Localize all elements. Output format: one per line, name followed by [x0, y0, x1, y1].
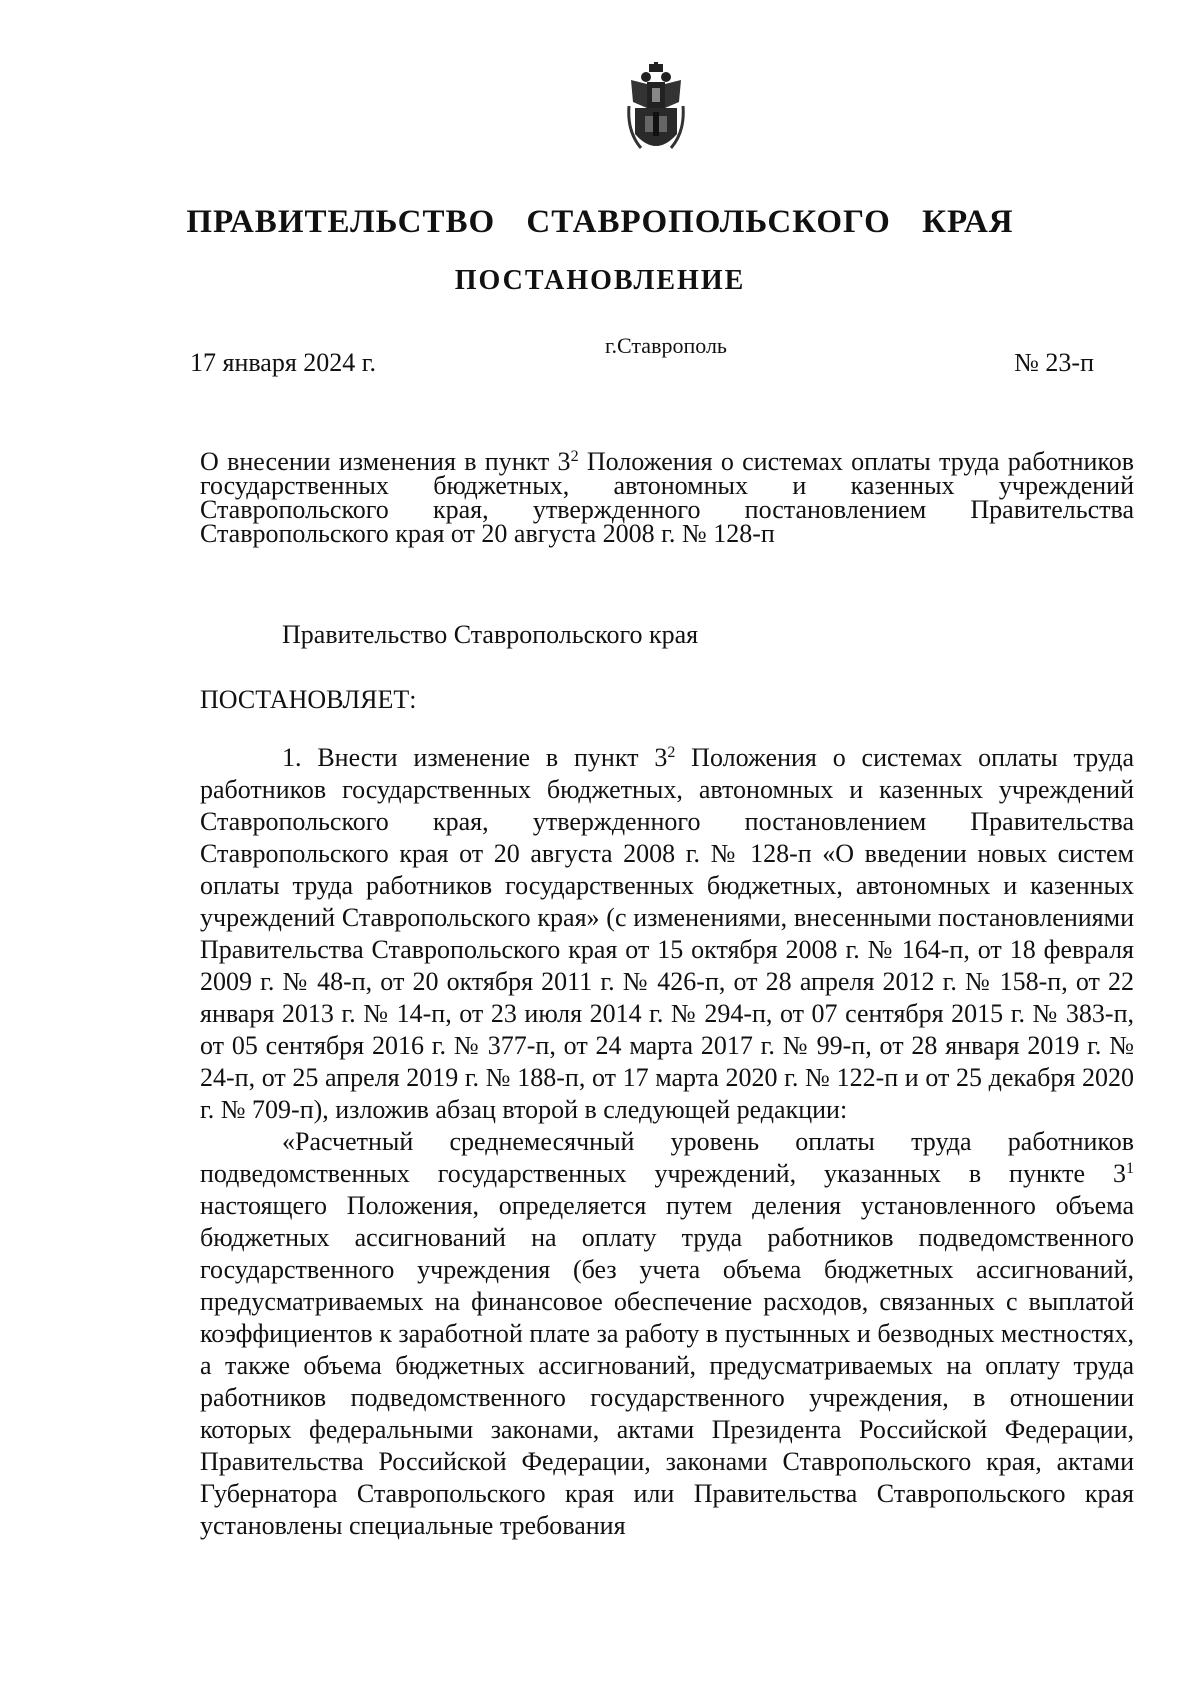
decree-line: ПОСТАНОВЛЯЕТ:: [200, 685, 417, 714]
document-date: 17 января 2024 г.: [190, 348, 377, 377]
document-body: [200, 742, 1134, 1542]
paragraph-1-text-end: Положения о системах оплаты труда работников государственных бюджетных, автономных и казенных учреждений Ставропольского края, утвержденного постановлением Правительства Ставропольского края от 20 августа 2008 г. № 128-п «О введении новых систем оплаты труда работников государственных бюджетных, автономных и казенных учреждений Ставропольского края» (с изменениями, внесенными постановлениями Правительства Ставропольского края от 15 октября 2008 г. № 164-п, от 18 февраля 2009 г. № 48-п, от 20 октября 2011 г. № 426-п, от 28 апреля 2012 г. № 158-п, от 22 января 2013 г. № 14-п, от 23 июля 2014 г. № 294-п, от 07 сентября 2015 г. № 383-п, от 05 сентября 2016 г. № 377-п, от 24 марта 2017 г. № 99-п, от 28 января 2019 г. № 24-п, от 25 апреля 2019 г. № 188-п, от 17 марта 2020 г. № 122-п и от 25 декабря 2020 г. № 709-п), изложив абзац второй в следующей редакции:: [200, 743, 1134, 1124]
issuer-line: Правительство Ставропольского края: [282, 620, 699, 649]
quote-text-start: «Расчетный среднемесячный уровень оплаты труда работников подведомственных государственных учреждений, указанных в пункте 3: [200, 1127, 1134, 1188]
quote-superscript: 1: [1126, 1160, 1134, 1177]
document-city: г.Ставрополь: [605, 333, 727, 358]
quote-text-end: настоящего Положения, определяется путем деления установленного объема бюджетных ассигнований на оплату труда работников подведомственного государственного учреждения (без учета объема бюджетных ассигнований, предусматриваемых на финансовое обеспечение расходов, связанных с выплатой коэффициентов к заработной плате за работу в пустынных и безводных местностях, а также объема бюджетных ассигнований, предусматриваемых на оплату труда работников подведомственного государственного учреждения, в отношении которых федеральными законами, актами Президента Российской Федерации, Правительства Российской Федерации, законами Ставропольского края, актами Губернатора Ставропольского края или Правительства Ставропольского края установлены специальные требования: [200, 1191, 1134, 1540]
organization-title: ПРАВИТЕЛЬСТВО СТАВРОПОЛЬСКОГО КРАЯ: [186, 204, 1014, 240]
paragraph-1-superscript: 2: [667, 744, 676, 761]
document-subject: [200, 447, 1134, 548]
subject-superscript: 2: [570, 448, 579, 465]
paragraph-1-text-start: 1. Внести изменение в пункт 3: [282, 743, 668, 772]
paragraph-1: [200, 742, 1134, 1126]
coat-of-arms-icon: [627, 62, 685, 158]
subject-text-start: О внесении изменения в пункт 3: [200, 447, 571, 476]
quoted-paragraph: [200, 1126, 1134, 1542]
document-number: № 23-п: [1014, 348, 1094, 377]
document-type: ПОСТАНОВЛЕНИЕ: [454, 265, 746, 296]
subject-text-end: Положения о системах оплаты труда работников государственных бюджетных, автономных и казенных учреждений Ставропольского края, утвержденного постановлением Правительства Ставропольского края от 20 августа 2008 г. № 128-п: [200, 447, 1134, 548]
